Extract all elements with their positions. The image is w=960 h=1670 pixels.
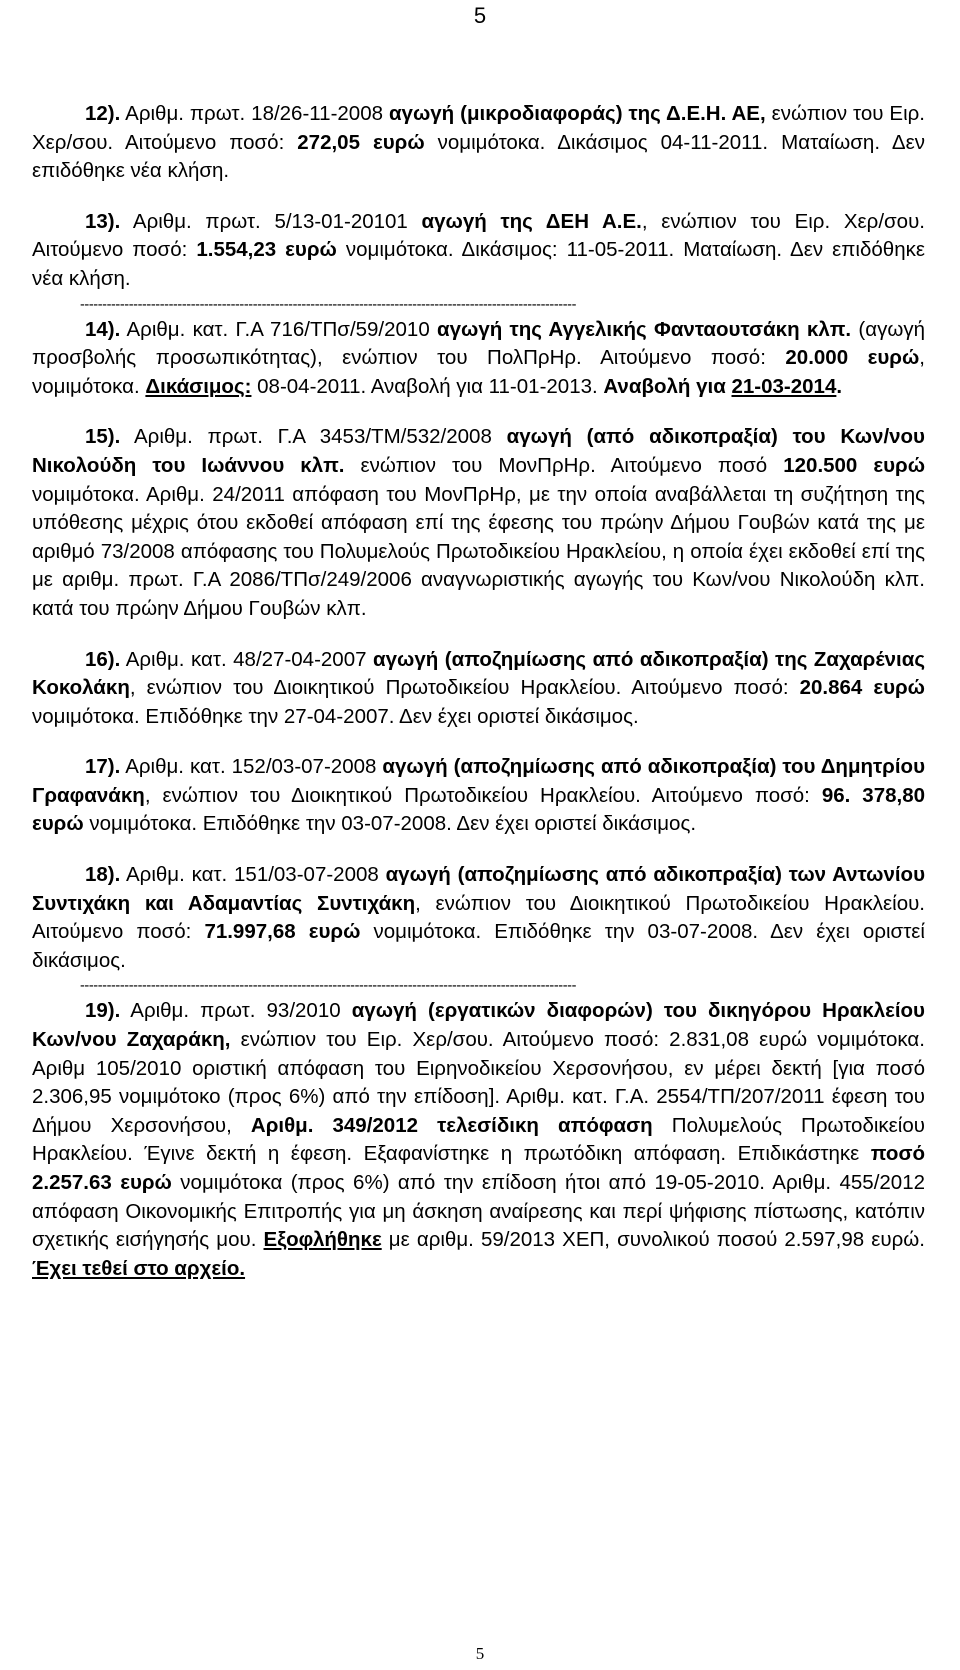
text-run: νομιμότοκα. Αριθμ. 24/2011 απόφαση του ΜονΠρΗρ, με την οποία αναβάλλεται τη συζήτηση της υπόθεσης μέχρις ότου εκδοθεί απόφαση επί της έφεσης του πρώην Δήμου Γουβών κατά της με αριθμό 73/2008 απόφασης του Πολυμελούς Πρωτοδικείου Ηρακλείου, η οποία έχει εκδοθεί επί της με αριθμ. πρωτ. Γ.Α 2086/ΤΠσ/249/2006 αναγνωριστικής αγωγής του Κων/νου Νικολούδη κλπ. κατά του πρώην Δήμου Γουβών κλπ. [32, 482, 925, 620]
text-run: 20.000 ευρώ [785, 346, 920, 370]
text-run: αγωγή (αποζημίωσης από αδικοπραξία) της Ζαχαρένιας Κοκολάκη [32, 647, 925, 700]
text-run: 96. 378,80 ευρώ [32, 783, 925, 836]
entry-number: 18). [85, 863, 121, 887]
text-run: αγωγή της ΔΕΗ Α.Ε. [421, 209, 642, 233]
text-run: Αριθμ. κατ. 151/03-07-2008 [120, 863, 386, 887]
paragraph-gap [32, 186, 925, 208]
separator-line: ---------------------------------------------------------------------------------------------------------------- [80, 978, 577, 995]
separator-line: ---------------------------------------------------------------------------------------------------------------- [80, 296, 577, 313]
text-run: , νομιμότοκα. [32, 346, 925, 398]
entry-number: 17). [85, 755, 121, 779]
text-run: Αριθμ. πρωτ. 93/2010 [120, 999, 352, 1023]
entry-18 [32, 861, 925, 975]
text-run: 272,05 ευρώ [297, 130, 425, 154]
text-run: αγωγή (από αδικοπραξία) του Κων/νου Νικολούδη του Ιωάννου κλπ. [32, 425, 925, 477]
paragraph-gap [32, 731, 925, 753]
page-number-top-text: 5 [473, 3, 487, 28]
entry-number: 19). [85, 999, 121, 1023]
paragraph-gap [32, 624, 925, 646]
text-run: νομιμότοκα. Επιδόθηκε την 27-04-2007. Δεν έχει οριστεί δικάσιμος. [32, 704, 639, 728]
entry-number: 12). [85, 102, 121, 125]
text-run: ενώπιον του Ειρ. Χερ/σου. Αιτούμενο ποσό: [32, 102, 925, 154]
text-run: Δικάσιμος: [145, 374, 252, 398]
text-run: Αναβολή για [603, 374, 732, 398]
entry-15 [32, 423, 925, 623]
text-run: αγωγή (αποζημίωσης από αδικοπραξία) του Δημητρίου Γραφανάκη [32, 755, 926, 807]
paragraph-gap [32, 401, 925, 423]
text-run: νομιμότοκα. Επιδόθηκε την 03-07-2008. Δεν έχει οριστεί δικάσιμος. [83, 812, 697, 836]
text-run: (αγωγή προσβολής προσωπικότητας), ενώπιον του ΠολΠρΗρ. Αιτούμενο ποσό: [32, 317, 925, 370]
text-run: 71.997,68 ευρώ [204, 920, 361, 944]
entry-number: 15). [85, 425, 121, 449]
entry-19 [32, 997, 925, 1283]
text-run: Αριθμ. κατ. Γ.Α 716/ΤΠσ/59/2010 [120, 317, 438, 341]
text-run: ενώπιον του ΜονΠρΗρ. Αιτούμενο ποσό [344, 453, 784, 477]
text-run: νομιμότοκα. Δικάσιμος 04-11-2011. Ματαίωση. Δεν επιδόθηκε νέα κλήση. [32, 130, 925, 183]
text-run: , ενώπιον του Διοικητικού Πρωτοδικείου Ηρακλείου. Αιτούμενο ποσό: [144, 783, 822, 807]
text-run: Αριθμ. κατ. 48/27-04-2007 [120, 647, 374, 671]
document-body [32, 100, 925, 1283]
text-run: αγωγή της Αγγελικής Φανταουτσάκη κλπ. [437, 317, 852, 341]
entry-14 [32, 316, 925, 402]
text-run: αγωγή (αποζημίωσης από αδικοπραξία) των Αντωνίου Συντιχάκη και Αδαμαντίας Συντιχάκη [32, 863, 925, 915]
text-run: νομιμότοκα (προς 6%) από την επίδοση ήτοι από 19-05-2010. Αριθμ. 455/2012 απόφαση Οικονομικής Επιτροπής για μη άσκηση αναίρεσης και περί ψήφισης πίστωσης, κατόπιν σχετικής εισήγησής μου. [32, 1171, 926, 1252]
text-run: , ενώπιον του Διοικητικού Πρωτοδικείου Ηρακλείου. Αιτούμενο ποσό: [32, 891, 925, 944]
entry-13 [32, 208, 925, 294]
text-run: 20.864 ευρώ [799, 676, 925, 700]
text-run: Αριθμ. κατ. 152/03-07-2008 [120, 755, 383, 779]
entry-number: 16). [85, 647, 121, 671]
page-number-top [0, 2, 960, 30]
paragraph-gap [32, 839, 925, 861]
text-run: Έχει τεθεί στο αρχείο. [32, 1256, 246, 1280]
text-run: με αριθμ. 59/2013 ΧΕΠ, συνολικού ποσού 2.597,98 ευρώ. [381, 1228, 925, 1252]
text-run: . [836, 374, 843, 398]
text-run: , ενώπιον του Διοικητικού Πρωτοδικείου Ηρακλείου. Αιτούμενο ποσό: [129, 676, 800, 700]
text-run: Εξοφλήθηκε [263, 1228, 382, 1252]
entry-12 [32, 100, 925, 186]
text-run: 08-04-2011. Αναβολή για 11-01-2013. [251, 374, 604, 398]
text-run: νομιμότοκα. Επιδόθηκε την 03-07-2008. Δεν έχει οριστεί δικάσιμος. [32, 920, 925, 972]
entry-number: 13). [85, 209, 121, 233]
text-run: αγωγή (εργατικών διαφορών) του δικηγόρου Ηρακλείου Κων/νου Ζαχαράκη, [32, 999, 925, 1052]
text-run: ενώπιον του Ειρ. Χερ/σου. Αιτούμενο ποσό: 2.831,08 ευρώ νομιμότοκα. Αριθμ 105/2010 οριστική απόφαση του Ειρηνοδικείου Χερσονήσου, εν μέρει δεκτή [για ποσό 2.306,95 νομιμότοκο (προς 6%) από την επίδοση]. Αριθμ. κατ. Γ.Α. 2554/ΤΠ/207/2011 έφεση του Δήμου Χερσονήσου, [32, 1028, 925, 1137]
text-run: 120.500 ευρώ [783, 453, 926, 477]
text-run: Πολυμελούς Πρωτοδικείου Ηρακλείου. Έγινε δεκτή η έφεση. Εξαφανίστηκε η πρωτόδικη απόφαση. Επιδικάστηκε [32, 1113, 925, 1166]
text-run: Αριθμ. 349/2012 τελεσίδικη απόφαση [250, 1113, 653, 1137]
text-run: ποσό 2.257.63 ευρώ [32, 1142, 925, 1194]
text-run: Αριθμ. πρωτ. 5/13-01-20101 [120, 209, 422, 233]
entry-number: 14). [85, 317, 121, 341]
text-run: Αριθμ. πρωτ. 18/26-11-2008 [120, 102, 389, 125]
page-number-bottom: 5 [475, 1644, 485, 1663]
text-run: αγωγή (μικροδιαφοράς) της Δ.Ε.Η. ΑΕ, [388, 102, 766, 125]
entry-16 [32, 646, 925, 732]
text-run: Αριθμ. πρωτ. Γ.Α 3453/ΤΜ/532/2008 [120, 425, 507, 449]
text-run: , ενώπιον του Ειρ. Χερ/σου. Αιτούμενο ποσό: [32, 209, 925, 262]
text-run: 1.554,23 ευρώ [196, 238, 337, 262]
entry-17 [32, 753, 925, 839]
text-run: 21-03-2014 [731, 374, 837, 398]
text-run: νομιμότοκα. Δικάσιμος: 11-05-2011. Ματαίωση. Δεν επιδόθηκε νέα κλήση. [32, 238, 925, 290]
